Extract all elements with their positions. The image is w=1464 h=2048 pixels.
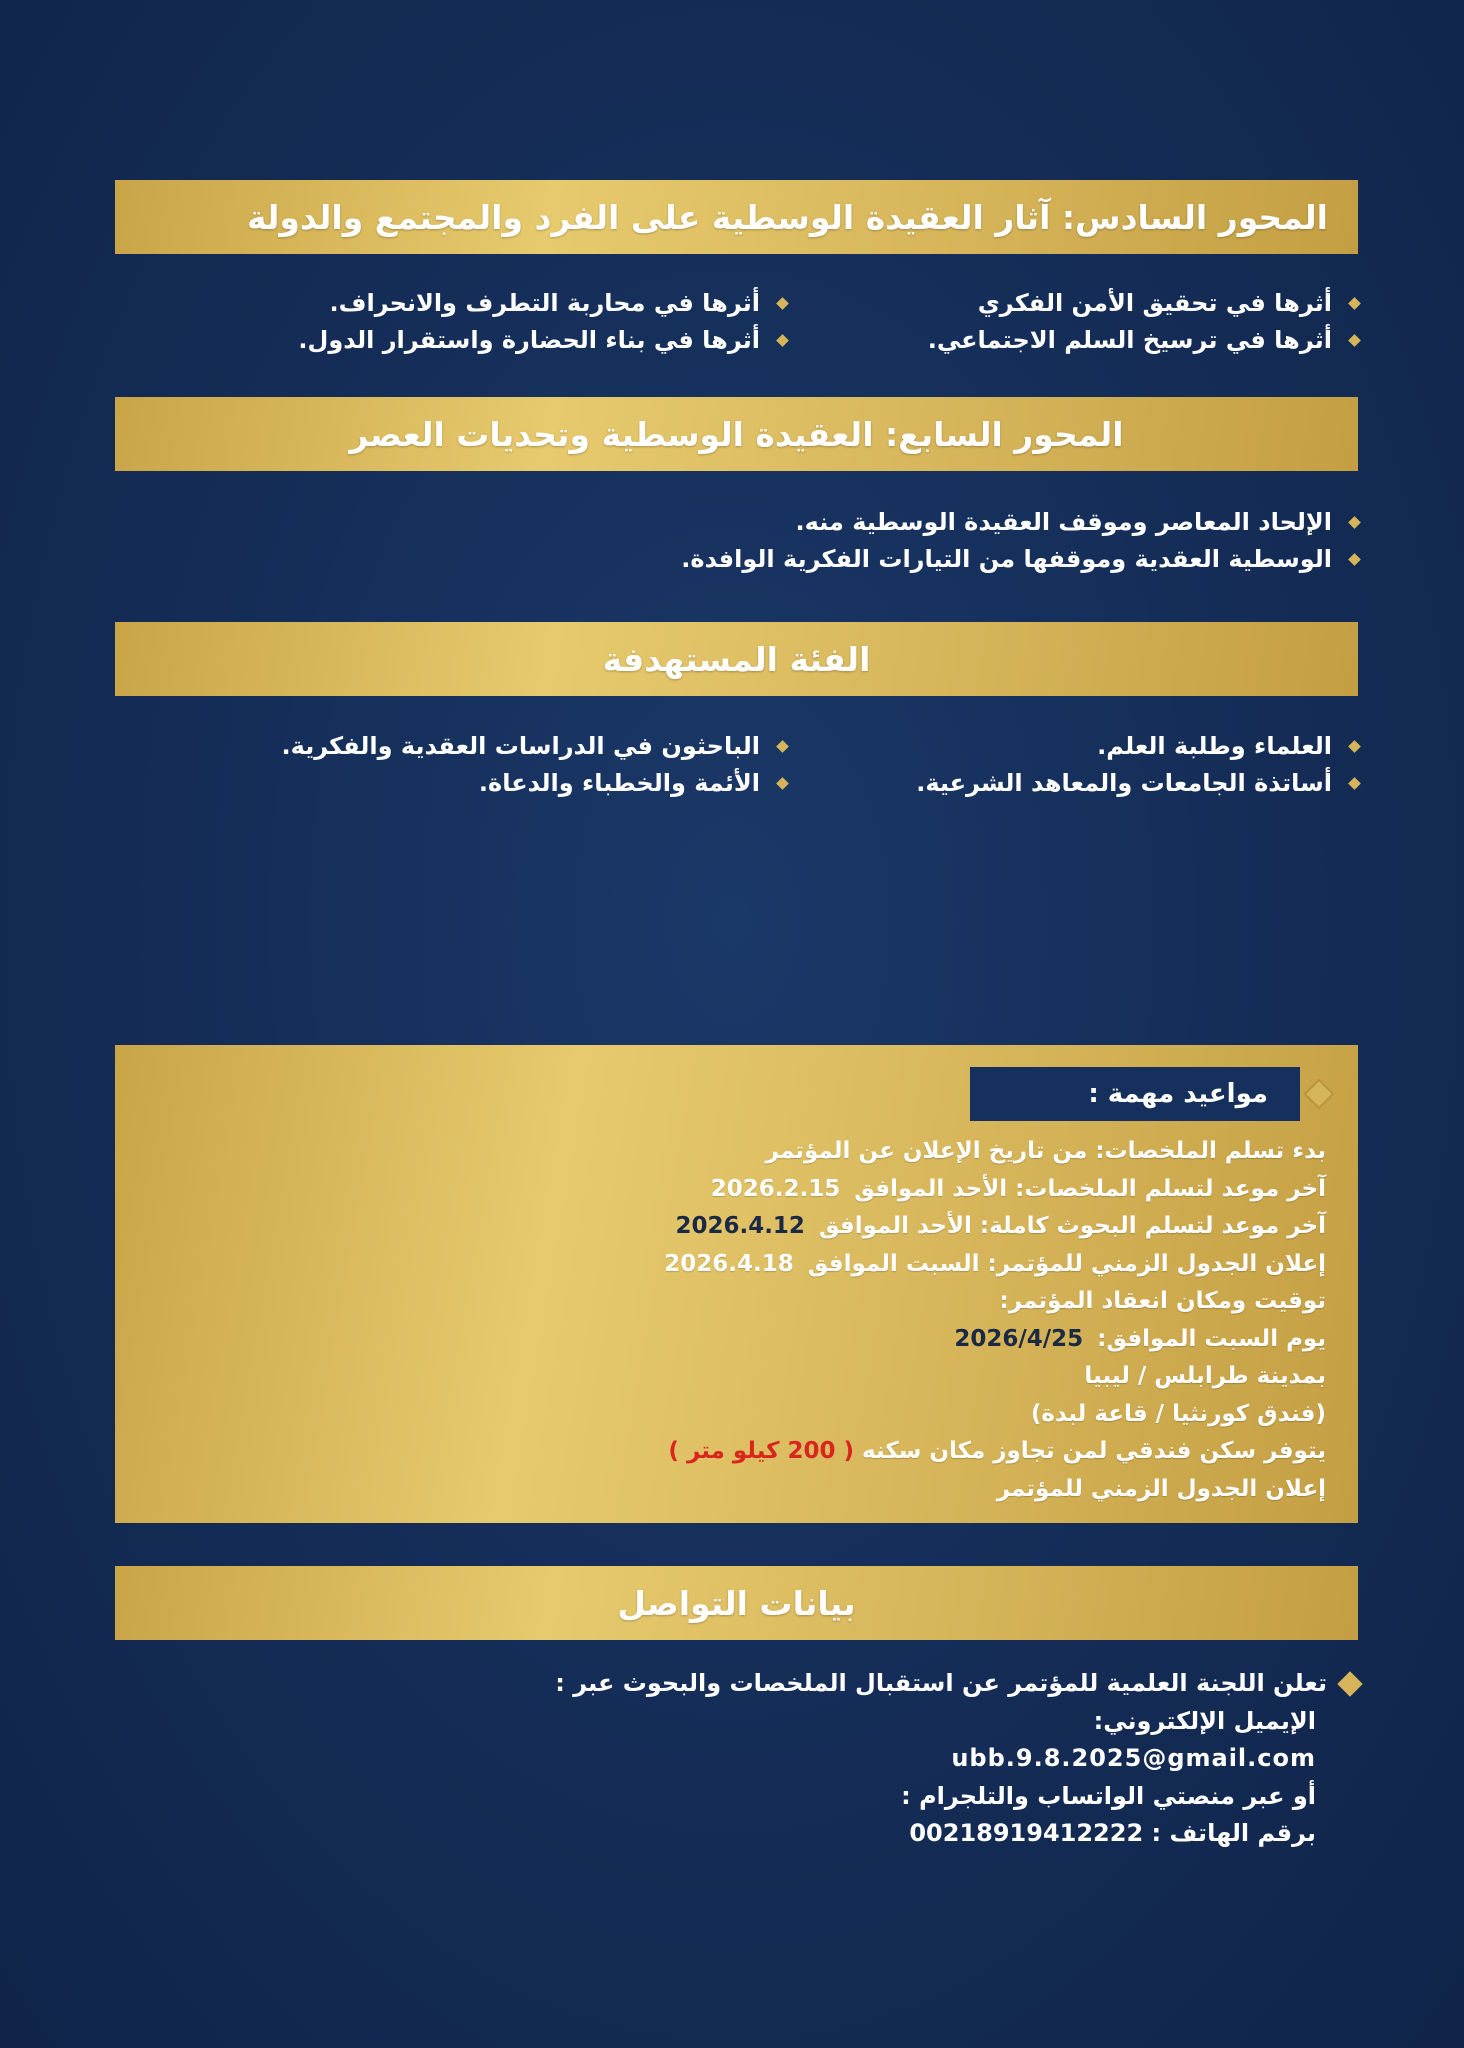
date-line: يتوفر سكن فندقي لمن تجاوز مكان سكنه ( 200 كيلو متر ): [668, 1438, 1326, 1464]
date-line: آخر موعد لتسلم البحوث كاملة: الأحد الموافق 2026.4.12: [675, 1213, 1326, 1239]
email-label: الإيميل الإلكتروني:: [1093, 1706, 1316, 1735]
axis6-left-list: [298, 285, 787, 359]
axis7-title: المحور السابع: العقيدة الوسطية وتحديات العصر: [349, 414, 1124, 454]
list-item: أثرها في تحقيق الأمن الفكري: [928, 285, 1359, 322]
diamond-bullet-icon: [776, 297, 789, 310]
target-title-bar: [115, 622, 1358, 696]
phone-line: برقم الهاتف : 00218919412222: [555, 1815, 1359, 1853]
distance-highlight: ( 200 كيلو متر ): [668, 1438, 855, 1464]
diamond-bullet-icon: [1348, 740, 1361, 753]
list-item: أثرها في محاربة التطرف والانحراف.: [298, 285, 787, 322]
axis6-title-bar: [115, 180, 1358, 254]
dates-list: [664, 1133, 1326, 1508]
diamond-bullet-icon: [1348, 334, 1361, 347]
diamond-bullet-icon: [776, 334, 789, 347]
whatsapp-label: أو عبر منصتي الواتساب والتلجرام :: [901, 1781, 1316, 1810]
date-line: توقيت ومكان انعقاد المؤتمر:: [999, 1288, 1326, 1314]
list-item: أساتذة الجامعات والمعاهد الشرعية.: [916, 765, 1359, 802]
dates-title: مواعيد مهمة :: [970, 1067, 1300, 1121]
list-item: أثرها في بناء الحضارة واستقرار الدول.: [298, 322, 787, 359]
target-left-list: [282, 728, 787, 802]
diamond-bullet-icon: [1337, 1671, 1362, 1696]
axis6-right-list: [928, 285, 1359, 359]
date-line: بدء تسلم الملخصات: من تاريخ الإعلان عن المؤتمر: [765, 1138, 1326, 1164]
list-item: العلماء وطلبة العلم.: [916, 728, 1359, 765]
list-item: الإلحاد المعاصر وموقف العقيدة الوسطية منه.: [681, 504, 1359, 541]
dates-heading: [970, 1067, 1328, 1121]
contact-intro: تعلن اللجنة العلمية للمؤتمر عن استقبال الملخصات والبحوث عبر :: [555, 1665, 1359, 1703]
axis7-list: [681, 504, 1359, 578]
phone-number[interactable]: 00218919412222: [909, 1819, 1144, 1847]
diamond-bullet-icon: [1348, 777, 1361, 790]
contact-list: [555, 1665, 1359, 1853]
contact-title: بيانات التواصل: [617, 1583, 856, 1623]
list-item: أثرها في ترسيخ السلم الاجتماعي.: [928, 322, 1359, 359]
date-line: يوم السبت الموافق: 2026/4/25: [954, 1325, 1326, 1352]
list-item: الباحثون في الدراسات العقدية والفكرية.: [282, 728, 787, 765]
axis6-title: المحور السادس: آثار العقيدة الوسطية على الفرد والمجتمع والدولة: [247, 197, 1328, 237]
diamond-bullet-icon: [1306, 1081, 1331, 1106]
date-line: (فندق كورنثيا / قاعة لبدة): [1030, 1400, 1326, 1427]
important-dates-panel: [115, 1045, 1358, 1523]
diamond-bullet-icon: [776, 740, 789, 753]
diamond-bullet-icon: [1348, 297, 1361, 310]
axis7-title-bar: [115, 397, 1358, 471]
diamond-bullet-icon: [1348, 516, 1361, 529]
target-title: الفئة المستهدفة: [602, 639, 871, 679]
list-item: الوسطية العقدية وموقفها من التيارات الفكرية الوافدة.: [681, 541, 1359, 578]
contact-title-bar: [115, 1566, 1358, 1640]
list-item: الأئمة والخطباء والدعاة.: [282, 765, 787, 802]
diamond-bullet-icon: [1348, 553, 1361, 566]
diamond-bullet-icon: [776, 777, 789, 790]
email-link[interactable]: ubb.9.8.2025@gmail.com: [951, 1744, 1316, 1772]
date-line: آخر موعد لتسلم الملخصات: الأحد الموافق 2026.2.15: [710, 1175, 1326, 1202]
date-line: بمدينة طرابلس / ليبيا: [1084, 1363, 1326, 1389]
date-line: إعلان الجدول الزمني للمؤتمر: [996, 1475, 1326, 1502]
date-line: إعلان الجدول الزمني للمؤتمر: السبت الموافق 2026.4.18: [664, 1250, 1326, 1277]
target-right-list: [916, 728, 1359, 802]
